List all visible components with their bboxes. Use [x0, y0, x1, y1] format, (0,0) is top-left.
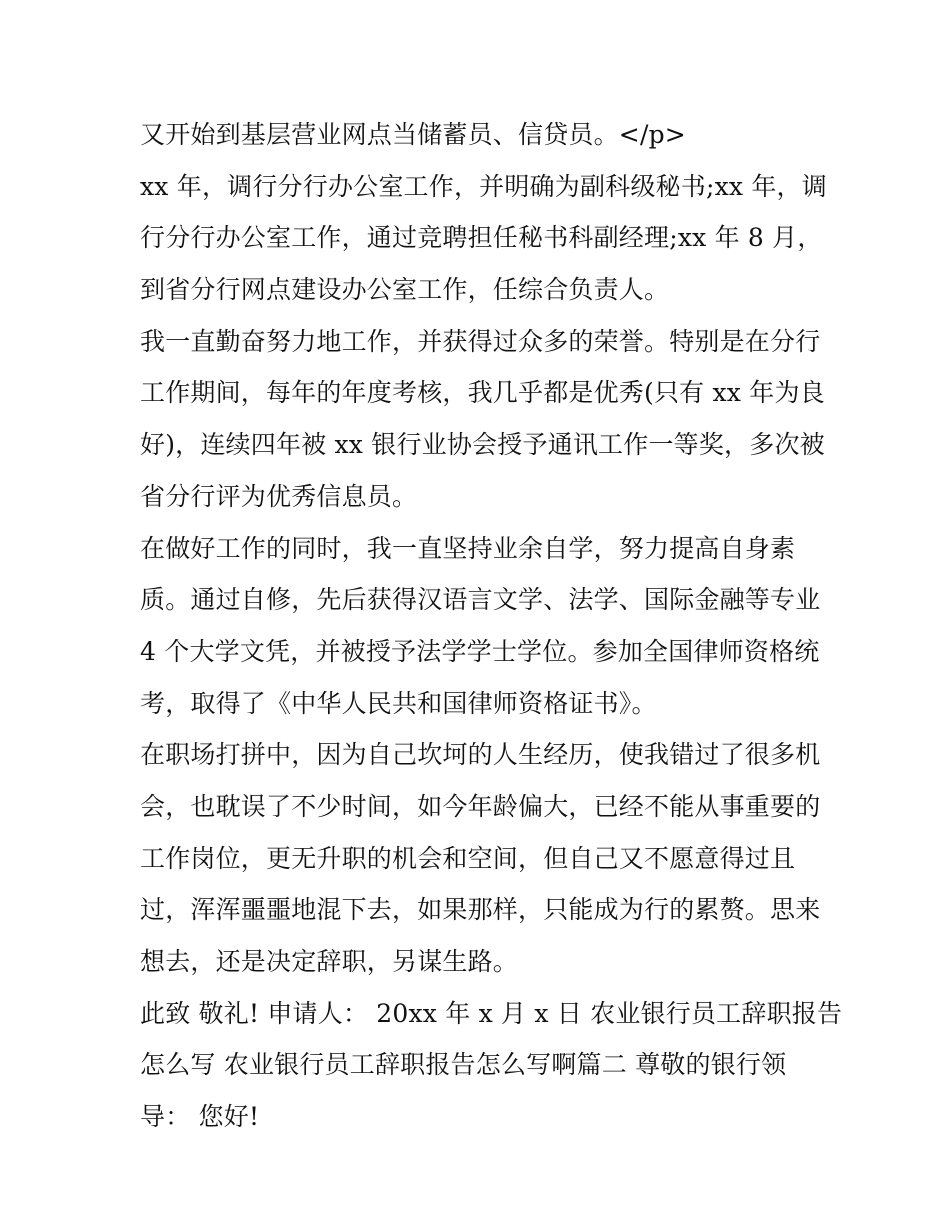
text-line-10: 质。通过自修，先后获得汉语言文学、法学、国际金融等专业 — [140, 585, 821, 615]
text-line-18: 此致 敬礼! 申请人： 20xx 年 x 月 x 日 农业银行员工辞职报告 — [140, 998, 843, 1028]
text-line-7: 好)，连续四年被 xx 银行业协会授予通讯工作一等奖，多次被 — [140, 430, 825, 460]
text-line-17: 想去，还是决定辞职，另谋生路。 — [140, 947, 519, 976]
text-line-15: 工作岗位，更无升职的机会和空间，但自己又不愿意得过且 — [140, 843, 796, 873]
text-line-14: 会，也耽误了不少时间，如今年龄偏大，已经不能从事重要的 — [140, 791, 821, 821]
text-line-5: 我一直勤奋努力地工作，并获得过众多的荣誉。特别是在分行 — [140, 326, 821, 356]
text-line-4: 到省分行网点建设办公室工作，任综合负责人。 — [140, 275, 670, 305]
document-body — [140, 109, 843, 1143]
text-line-3: 行分行办公室工作，通过竞聘担任秘书科副经理;xx 年 8 月， — [140, 223, 823, 253]
text-line-19: 怎么写 农业银行员工辞职报告怎么写啊篇二 尊敬的银行领 — [140, 1050, 787, 1080]
text-line-20: 导： 您好! — [140, 1102, 260, 1132]
text-line-12: 考，取得了《中华人民共和国律师资格证书》。 — [140, 688, 657, 718]
text-line-6: 工作期间，每年的年度考核，我几乎都是优秀(只有 xx 年为良 — [140, 378, 825, 408]
text-line-2: xx 年，调行分行办公室工作，并明确为副科级秘书;xx 年，调 — [140, 171, 827, 201]
text-line-11: 4 个大学文凭，并被授予法学学士学位。参加全国律师资格统 — [140, 636, 820, 666]
text-line-1: 又开始到基层营业网点当储蓄员、信贷员。</p> — [140, 120, 686, 149]
text-line-16: 过，浑浑噩噩地混下去，如果那样，只能成为行的累赘。思来 — [140, 895, 821, 925]
text-line-9: 在做好工作的同时，我一直坚持业余自学，努力提高自身素 — [140, 533, 796, 563]
text-line-8: 省分行评为优秀信息员。 — [140, 481, 418, 511]
text-line-13: 在职场打拼中，因为自己坎坷的人生经历，使我错过了很多机 — [140, 740, 821, 770]
